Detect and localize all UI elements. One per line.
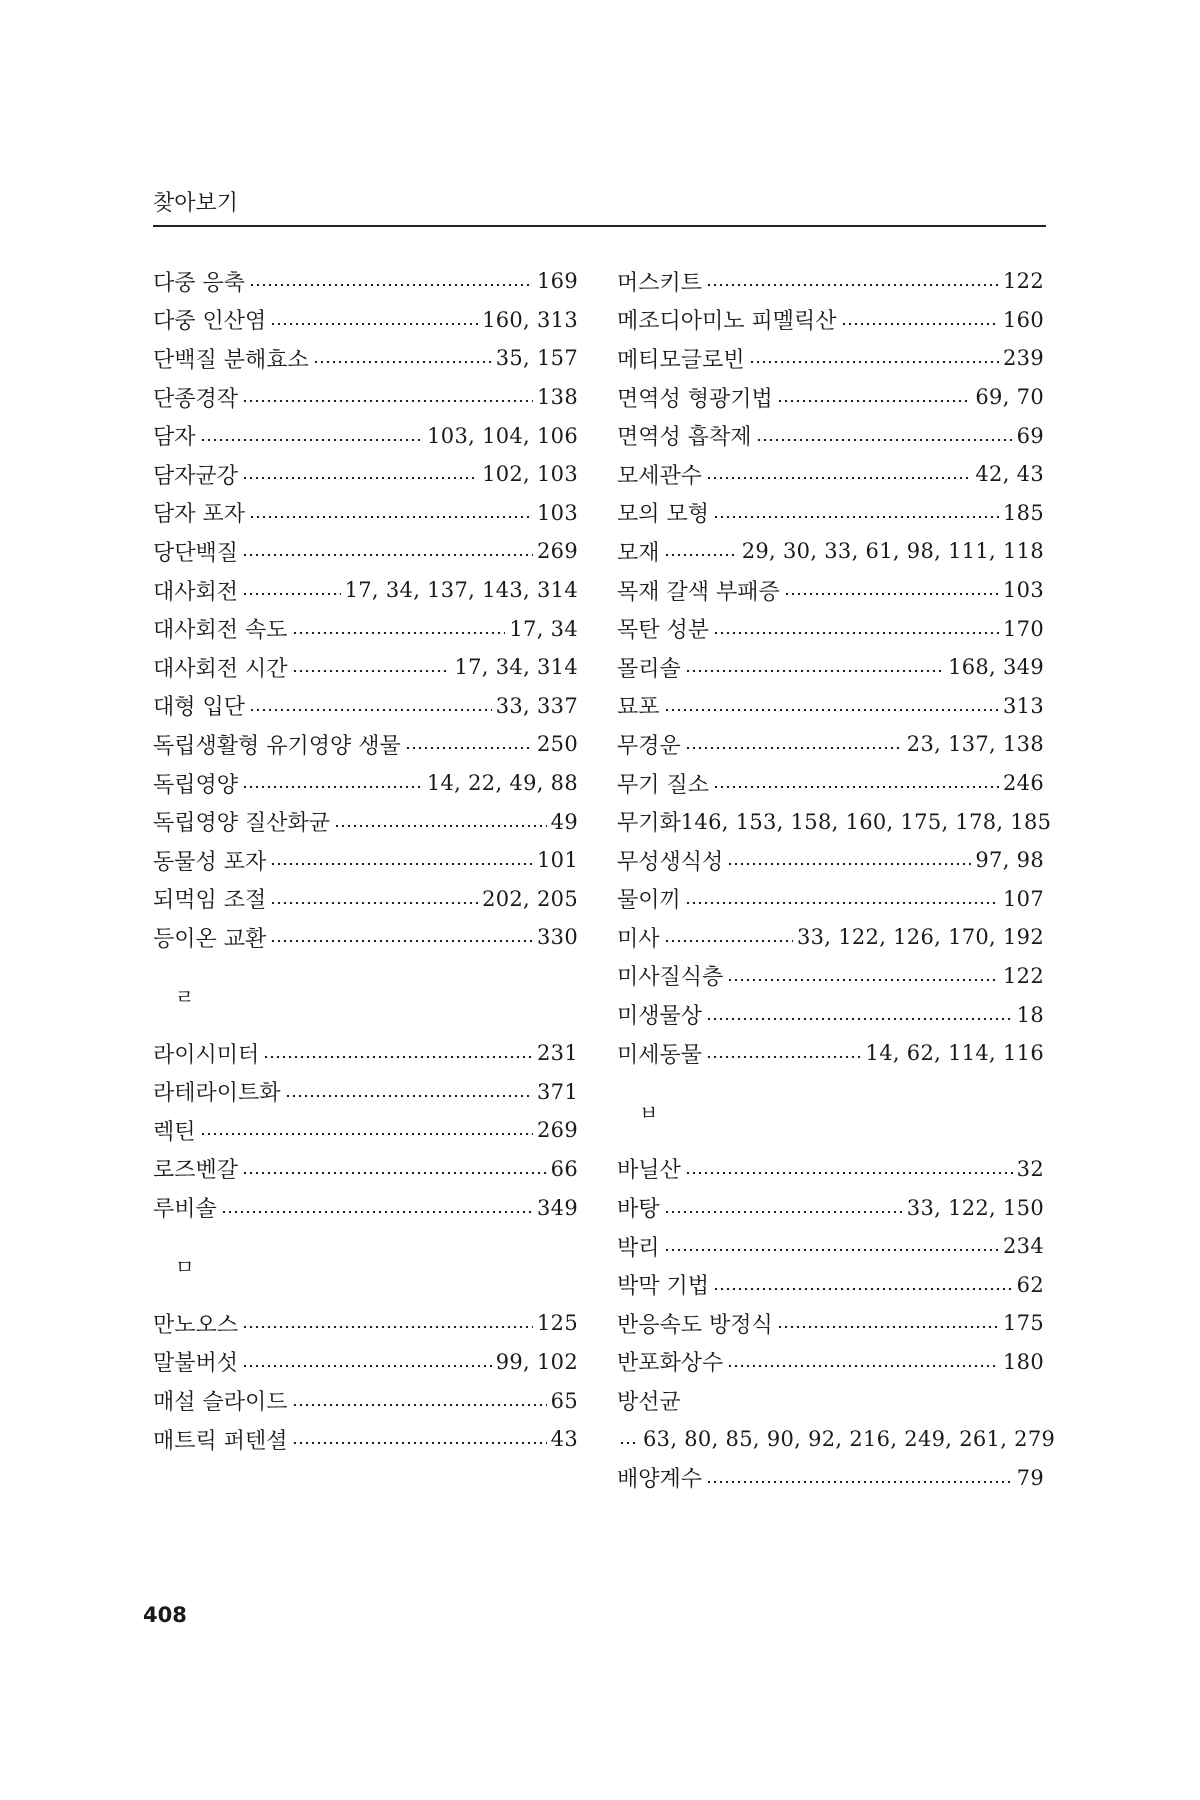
index-entry — [617, 1420, 1056, 1459]
index-term: 만노오스 — [153, 1312, 239, 1338]
dot-leader — [713, 786, 999, 788]
index-pages: 97, 98 — [975, 848, 1044, 873]
index-section-letter: ㄹ — [175, 984, 195, 1009]
dot-leader — [242, 1172, 547, 1174]
index-term: 당단백질 — [153, 540, 239, 566]
index-term: 머스키트 — [617, 270, 703, 296]
dot-leader — [749, 361, 1000, 363]
index-term: 되먹임 조절 — [153, 888, 267, 914]
index-entry — [153, 687, 578, 726]
index-term: 담자 — [153, 425, 196, 451]
index-entry — [617, 648, 1044, 687]
index-term: 목재 갈색 부패증 — [617, 579, 780, 605]
index-pages: 349 — [537, 1195, 578, 1220]
dot-leader — [249, 709, 492, 711]
index-entry — [153, 532, 578, 571]
index-term: 묘포 — [617, 695, 660, 721]
index-entry — [617, 1458, 1044, 1497]
index-column-left — [153, 262, 578, 1458]
index-entry — [617, 1304, 1044, 1343]
dot-leader — [270, 940, 533, 942]
index-entry — [153, 648, 578, 687]
dot-leader — [249, 516, 533, 518]
index-pages: 202, 205 — [482, 886, 578, 911]
dot-leader — [313, 361, 492, 363]
index-entry — [617, 880, 1044, 919]
index-entry — [617, 802, 1052, 841]
dot-leader — [285, 1095, 534, 1097]
dot-leader — [713, 1288, 1013, 1290]
index-entry — [153, 1343, 578, 1382]
index-pages: 69, 70 — [975, 385, 1044, 410]
dot-leader — [221, 1211, 533, 1213]
index-term: 독립영양 질산화균 — [153, 811, 331, 837]
index-term: 라테라이트화 — [153, 1081, 281, 1107]
dot-leader — [685, 670, 944, 672]
index-pages: 49 — [550, 809, 578, 834]
index-entry — [153, 1150, 578, 1189]
index-pages: 65 — [550, 1388, 578, 1413]
index-pages: 330 — [537, 925, 578, 950]
index-pages: 234 — [1003, 1234, 1044, 1259]
index-entry — [153, 416, 578, 455]
index-section-letter: ㅂ — [639, 1100, 659, 1125]
index-pages: 103 — [537, 500, 578, 525]
index-term: 단백질 분해효소 — [153, 347, 309, 373]
index-pages: 33, 122, 150 — [906, 1195, 1044, 1220]
index-pages: 14, 62, 114, 116 — [865, 1041, 1044, 1066]
index-entry — [153, 764, 578, 803]
index-entry — [617, 1034, 1044, 1073]
index-term: 매설 슬라이드 — [153, 1390, 288, 1416]
dot-leader — [292, 1404, 547, 1406]
index-pages: 269 — [537, 539, 578, 564]
index-term: 미사 — [617, 926, 660, 952]
dot-leader — [727, 1365, 999, 1367]
index-pages: 160 — [1003, 307, 1044, 332]
index-pages: 168, 349 — [948, 655, 1044, 680]
dot-leader — [784, 593, 999, 595]
index-pages: 14, 22, 49, 88 — [426, 771, 578, 796]
index-pages: 63, 80, 85, 90, 92, 216, 249, 261, 279 — [643, 1427, 1056, 1452]
index-pages: 122 — [1003, 269, 1044, 294]
index-entry — [153, 802, 578, 841]
index-pages: 18 — [1016, 1002, 1044, 1027]
dot-leader — [713, 632, 999, 634]
index-pages: 125 — [537, 1311, 578, 1336]
index-entry — [153, 725, 578, 764]
index-pages: 17, 34, 314 — [454, 655, 578, 680]
index-term: 동물성 포자 — [153, 849, 267, 875]
index-pages: 42, 43 — [975, 462, 1044, 487]
index-pages: 231 — [537, 1041, 578, 1066]
index-entry — [153, 1111, 578, 1150]
index-term: 면역성 흡착제 — [617, 425, 752, 451]
index-term: 모의 모형 — [617, 502, 710, 528]
index-entry — [153, 262, 578, 301]
dot-leader — [685, 902, 999, 904]
index-pages: 313 — [1003, 693, 1044, 718]
dot-leader — [249, 284, 533, 286]
page-number: 408 — [143, 1603, 187, 1627]
index-pages: 62 — [1016, 1272, 1044, 1297]
index-entry — [153, 378, 578, 417]
index-pages: 43 — [550, 1427, 578, 1452]
dot-leader — [685, 1172, 1013, 1174]
dot-leader — [292, 632, 506, 634]
index-pages: 101 — [537, 848, 578, 873]
index-term: 반응속도 방정식 — [617, 1312, 773, 1338]
index-entry — [153, 339, 578, 378]
dot-leader — [706, 1056, 862, 1058]
index-term: 대형 입단 — [153, 695, 246, 721]
index-term: 라이시미터 — [153, 1042, 260, 1068]
index-term: 담자 포자 — [153, 502, 246, 528]
index-term: 모재 — [617, 540, 660, 566]
index-term: 등이온 교환 — [153, 926, 267, 952]
index-entry — [153, 1072, 578, 1111]
index-entry — [617, 918, 1044, 957]
dot-leader — [841, 323, 1000, 325]
index-pages: 250 — [537, 732, 578, 757]
dot-leader — [664, 1211, 903, 1213]
index-term: 무성생식성 — [617, 849, 724, 875]
dot-leader — [727, 863, 971, 865]
index-pages: 146, 153, 158, 160, 175, 178, 185 — [680, 809, 1052, 834]
index-term: 배양계수 — [617, 1467, 703, 1493]
index-entry — [617, 957, 1044, 996]
index-term: 바닐산 — [617, 1158, 681, 1184]
index-term: 목탄 성분 — [617, 618, 710, 644]
index-pages: 246 — [1003, 771, 1044, 796]
index-entry — [153, 494, 578, 533]
index-term: 반포화상수 — [617, 1351, 724, 1377]
index-pages: 170 — [1003, 616, 1044, 641]
index-term: 몰리솔 — [617, 656, 681, 682]
index-term: 대사회전 — [153, 579, 239, 605]
index-term: 메티모글로빈 — [617, 347, 745, 373]
index-term: 메조디아미노 피멜릭산 — [617, 309, 837, 335]
index-pages: 17, 34, 137, 143, 314 — [344, 578, 578, 603]
index-entry — [153, 609, 578, 648]
index-pages: 239 — [1003, 346, 1044, 371]
index-pages: 66 — [550, 1156, 578, 1181]
index-entry — [153, 1304, 578, 1343]
index-term: 박리 — [617, 1235, 660, 1261]
index-entry — [617, 532, 1044, 571]
index-pages: 32 — [1016, 1156, 1044, 1181]
dot-leader — [706, 1481, 1013, 1483]
index-term: 면역성 형광기법 — [617, 386, 773, 412]
index-entry — [617, 1265, 1044, 1304]
index-term: 모세관수 — [617, 463, 703, 489]
index-section-letter: ㅁ — [175, 1254, 195, 1279]
index-term: 단종경작 — [153, 386, 239, 412]
index-entry — [617, 416, 1044, 455]
index-term: 무경운 — [617, 733, 681, 759]
index-entry — [617, 687, 1044, 726]
index-entry — [617, 301, 1044, 340]
index-pages: 169 — [537, 269, 578, 294]
index-pages: 33, 337 — [495, 693, 578, 718]
dot-leader — [664, 940, 793, 942]
dot-leader — [242, 1326, 533, 1328]
dot-leader — [242, 786, 423, 788]
dot-leader — [242, 1365, 492, 1367]
index-entry — [153, 880, 578, 919]
index-term: 로즈벤갈 — [153, 1158, 239, 1184]
index-term: 말불버섯 — [153, 1351, 239, 1377]
index-pages: 79 — [1016, 1465, 1044, 1490]
running-header: 찾아보기 — [153, 186, 1046, 227]
index-entry — [617, 1381, 1044, 1420]
dot-leader — [263, 1056, 533, 1058]
index-entry — [617, 1343, 1044, 1382]
dot-leader — [756, 439, 1013, 441]
dot-leader — [405, 747, 533, 749]
index-term: 미세동물 — [617, 1042, 703, 1068]
index-pages: 35, 157 — [495, 346, 578, 371]
index-term: 다중 인산염 — [153, 309, 267, 335]
index-column-right — [617, 262, 1056, 1497]
dot-leader — [706, 284, 999, 286]
index-pages: 371 — [537, 1079, 578, 1104]
index-entry — [153, 841, 578, 880]
index-pages: 185 — [1003, 500, 1044, 525]
index-entry — [617, 455, 1044, 494]
index-entry — [617, 339, 1044, 378]
index-entry — [617, 494, 1044, 533]
dot-leader — [242, 593, 341, 595]
index-pages: 103 — [1003, 578, 1044, 603]
index-entry — [153, 1381, 578, 1420]
index-term: 무기 질소 — [617, 772, 710, 798]
index-pages: 160, 313 — [482, 307, 578, 332]
index-term: 박막 기법 — [617, 1274, 710, 1300]
index-term: 루비솔 — [153, 1197, 217, 1223]
index-pages: 102, 103 — [482, 462, 578, 487]
index-term: 무기화 — [617, 811, 681, 837]
index-pages: 180 — [1003, 1349, 1044, 1374]
index-term: 미사질식층 — [617, 965, 724, 991]
dot-leader — [706, 1018, 1013, 1020]
index-entry — [617, 841, 1044, 880]
index-term: 다중 응축 — [153, 270, 246, 296]
index-pages: 33, 122, 126, 170, 192 — [796, 925, 1044, 950]
dot-leader — [292, 1442, 547, 1444]
dot-leader — [334, 825, 547, 827]
index-entry — [617, 764, 1044, 803]
index-entry — [617, 995, 1044, 1034]
index-entry — [153, 455, 578, 494]
dot-leader — [242, 554, 533, 556]
index-pages: 107 — [1003, 886, 1044, 911]
index-pages: 269 — [537, 1118, 578, 1143]
index-pages: 29, 30, 33, 61, 98, 111, 118 — [741, 539, 1044, 564]
index-entry — [153, 1034, 578, 1073]
index-entry — [617, 609, 1044, 648]
dot-leader — [664, 709, 1000, 711]
index-term: 대사회전 시간 — [153, 656, 288, 682]
index-pages: 122 — [1003, 963, 1044, 988]
index-pages: 103, 104, 106 — [427, 423, 578, 448]
index-entry — [617, 725, 1044, 764]
index-term: 대사회전 속도 — [153, 618, 288, 644]
index-entry — [153, 571, 578, 610]
index-entry — [617, 571, 1044, 610]
index-term: 물이끼 — [617, 888, 681, 914]
index-entry — [153, 918, 578, 957]
dot-leader — [664, 554, 738, 556]
index-entry — [153, 1188, 578, 1227]
dot-leader — [270, 863, 533, 865]
index-pages: 17, 34 — [509, 616, 578, 641]
index-entry — [153, 301, 578, 340]
dot-leader — [270, 323, 478, 325]
index-pages: 138 — [537, 385, 578, 410]
dot-leader — [713, 516, 999, 518]
dot-leader — [270, 902, 478, 904]
dot-leader — [242, 400, 533, 402]
index-term: 미생물상 — [617, 1004, 703, 1030]
dot-leader — [727, 979, 999, 981]
dot-leader — [200, 439, 424, 441]
dot-leader — [619, 1442, 639, 1444]
dot-leader — [685, 747, 903, 749]
index-term: 매트릭 퍼텐셜 — [153, 1428, 288, 1454]
dot-leader — [706, 477, 971, 479]
index-term: 렉틴 — [153, 1119, 196, 1145]
dot-leader — [200, 1133, 534, 1135]
dot-leader — [777, 1326, 999, 1328]
index-term: 바탕 — [617, 1197, 660, 1223]
index-pages: 175 — [1003, 1311, 1044, 1336]
index-term: 담자균강 — [153, 463, 239, 489]
index-term: 독립생활형 유기영양 생물 — [153, 733, 401, 759]
dot-leader — [292, 670, 451, 672]
index-pages: 99, 102 — [495, 1349, 578, 1374]
index-entry — [153, 1420, 578, 1459]
index-pages: 69 — [1016, 423, 1044, 448]
index-entry — [617, 262, 1044, 301]
index-entry — [617, 1188, 1044, 1227]
index-entry — [617, 1227, 1044, 1266]
index-term: 독립영양 — [153, 772, 239, 798]
index-entry — [617, 1150, 1044, 1189]
index-entry — [617, 378, 1044, 417]
index-pages: 23, 137, 138 — [906, 732, 1044, 757]
dot-leader — [777, 400, 972, 402]
index-term: 방선균 — [617, 1390, 681, 1416]
dot-leader — [242, 477, 478, 479]
dot-leader — [664, 1249, 1000, 1251]
